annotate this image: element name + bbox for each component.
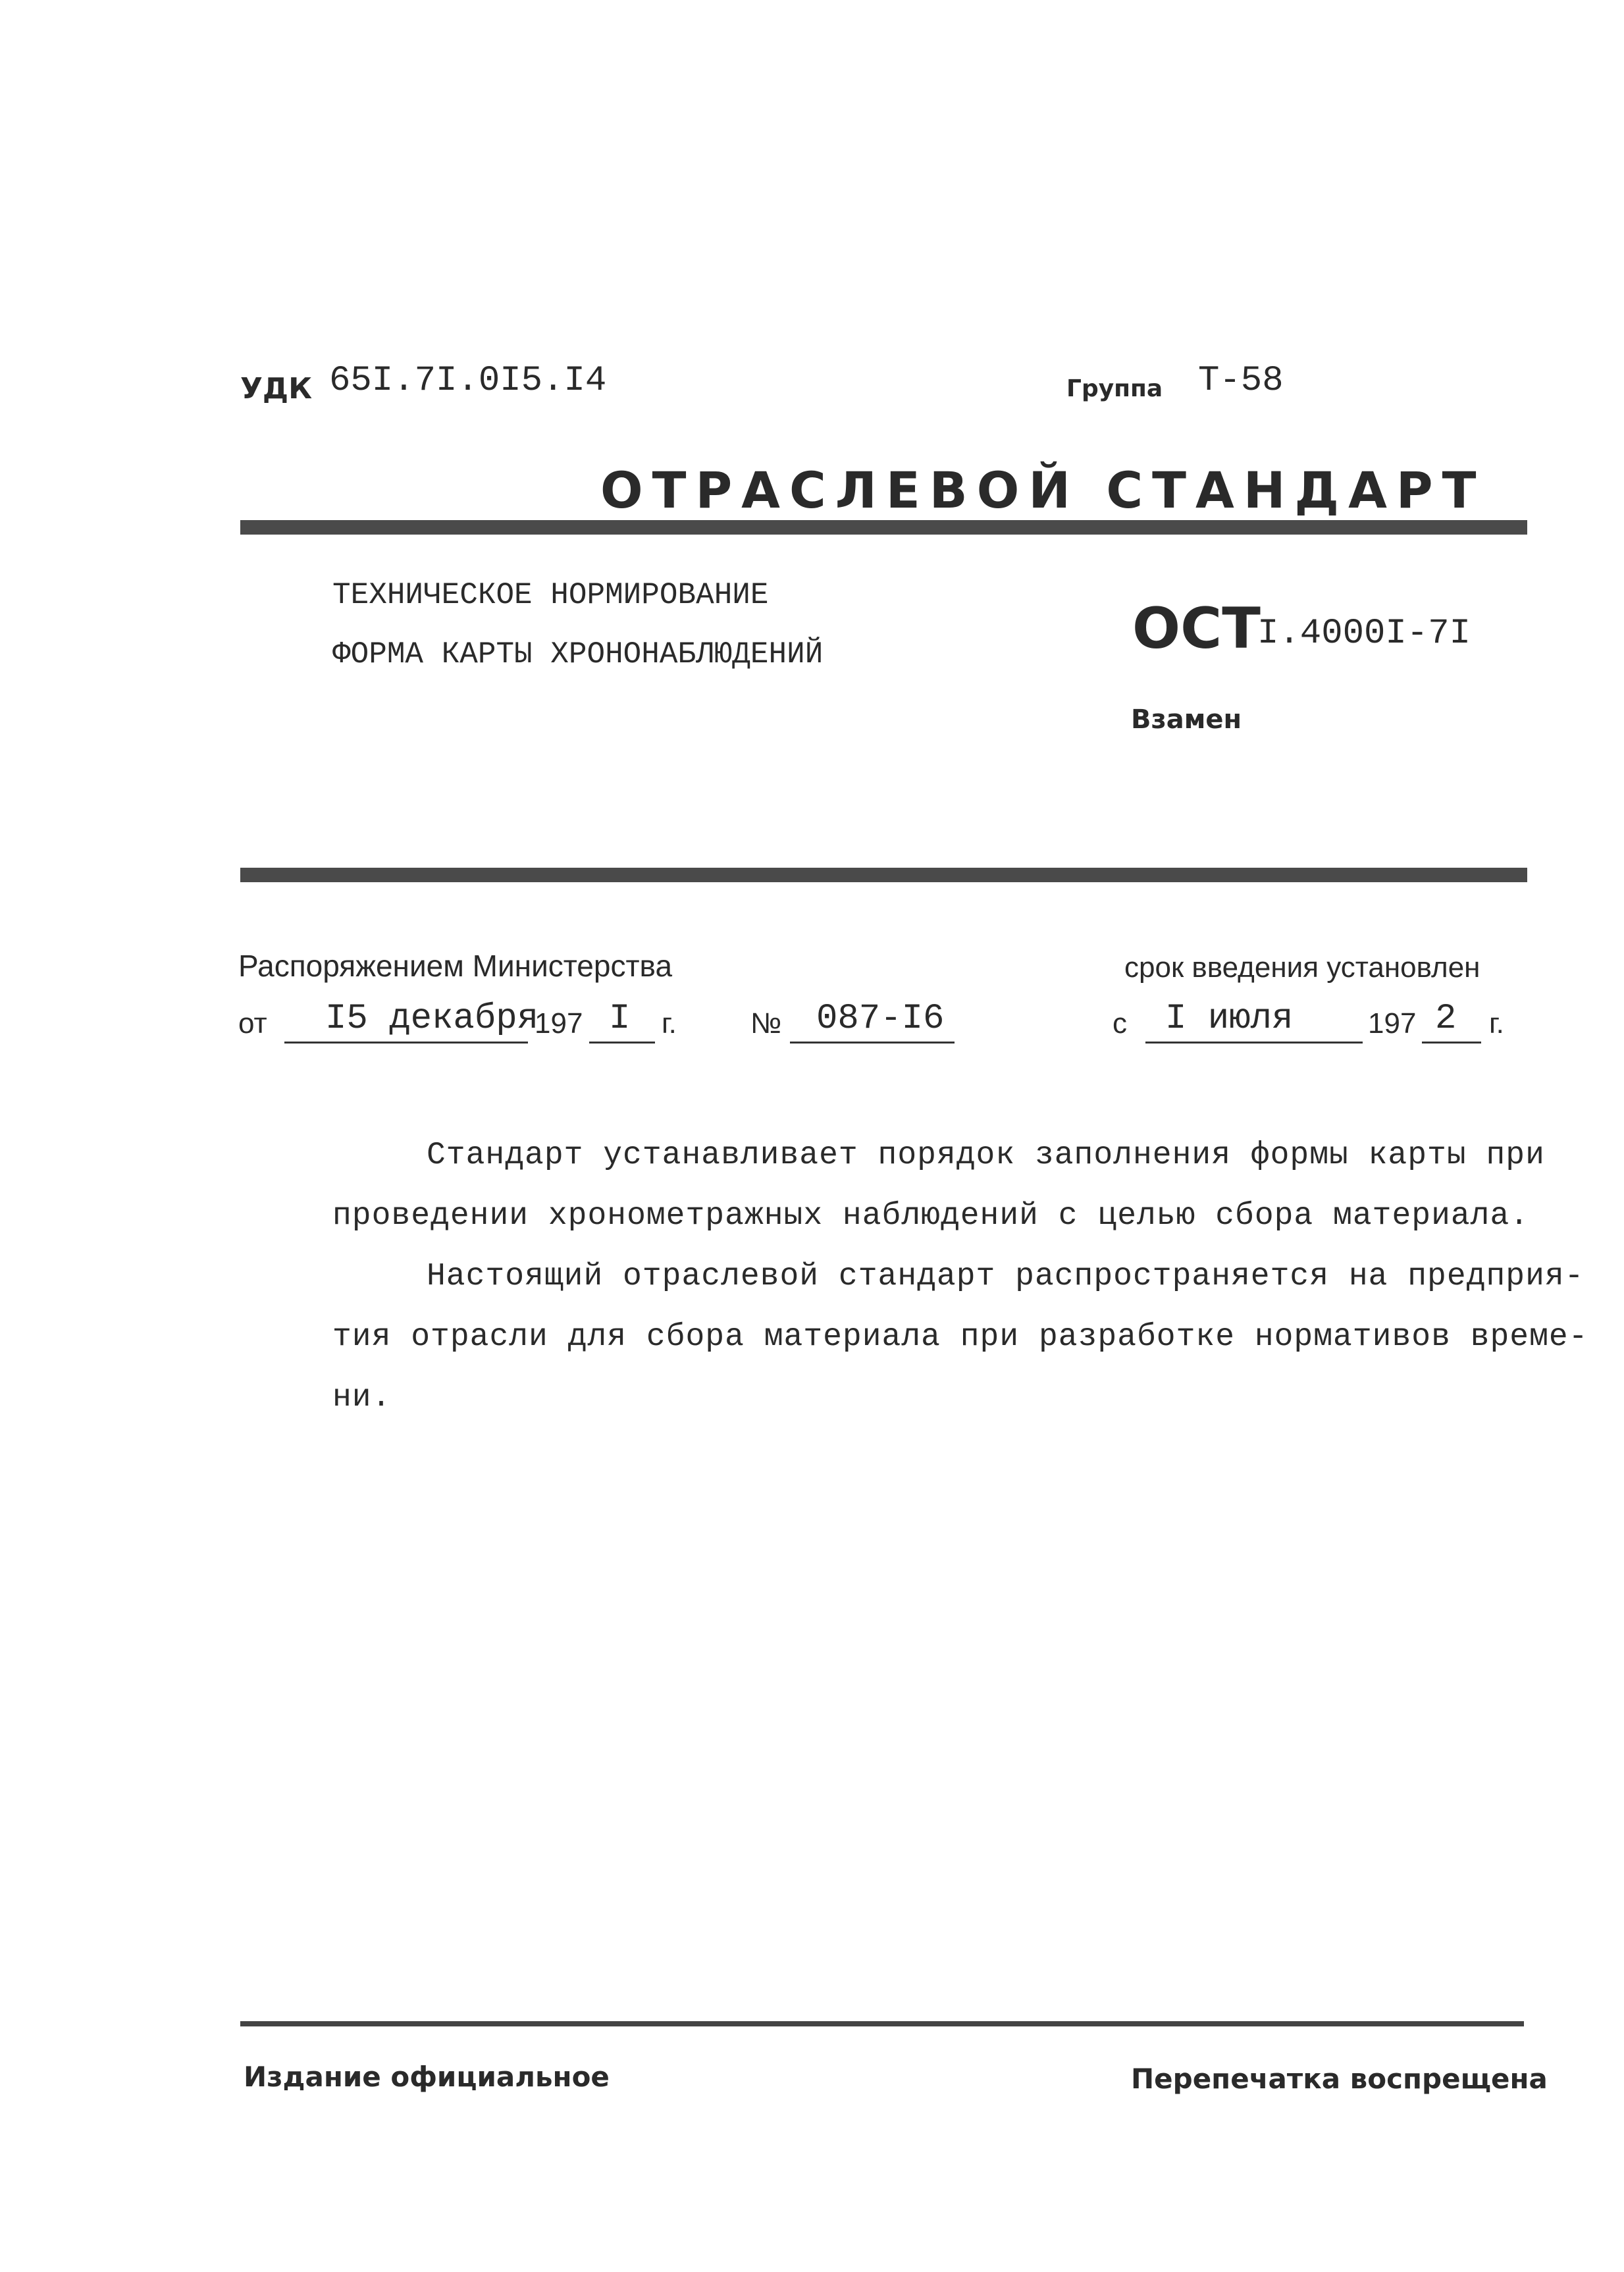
order-label: Распоряжением Министерства (238, 949, 673, 983)
title-rule (240, 520, 1527, 535)
ost-label: ОСТ (1132, 596, 1261, 662)
section-rule (240, 868, 1527, 882)
paragraph-1-line-2: проведении хронометражных наблюдений с целью сбора материала. (332, 1198, 1530, 1234)
order-number: 087-I6 (816, 999, 945, 1039)
effective-from-label: с (1113, 1007, 1127, 1040)
order-from-label: от (238, 1007, 267, 1040)
group-value: Т-58 (1198, 361, 1284, 401)
paragraph-2-line-1: Настоящий отраслевой стандарт распространяется на предприя- (427, 1259, 1585, 1294)
paragraph-2-line-3: ни. (332, 1380, 392, 1415)
paragraph-1-line-1: Стандарт устанавливает порядок заполнения формы карты при (427, 1138, 1545, 1173)
order-year-prefix: 197 (535, 1007, 583, 1040)
subject-line-1: ТЕХНИЧЕСКОЕ НОРМИРОВАНИЕ (332, 578, 769, 612)
effective-year-prefix: 197 (1368, 1007, 1417, 1040)
effective-date-field (1145, 1001, 1363, 1044)
effective-year-suffix: г. (1489, 1007, 1504, 1040)
udk-value: 65I.7I.0I5.I4 (329, 361, 607, 401)
effective-label: срок введения установлен (1124, 951, 1480, 984)
order-year-digit: I (609, 999, 631, 1039)
effective-year-field (1422, 1001, 1481, 1044)
reprint-prohibited-label: Перепечатка воспрещена (1131, 2063, 1548, 2095)
order-year-field (589, 1001, 655, 1044)
standard-title: ОТРАСЛЕВОЙ СТАНДАРТ (600, 461, 1486, 519)
order-date-field (284, 999, 539, 1044)
ost-number: I.4000I-7I (1257, 614, 1471, 654)
paragraph-2-line-2: тия отрасли для сбора материала при разработке нормативов време- (332, 1319, 1588, 1355)
footer-rule (240, 2021, 1524, 2026)
group-label: Группа (1066, 375, 1163, 402)
udk-label: УДК (240, 372, 313, 406)
effective-year-digit: 2 (1435, 999, 1457, 1039)
order-number-field (790, 1001, 955, 1044)
subject-line-2: ФОРМА КАРТЫ ХРОНОНАБЛЮДЕНИЙ (332, 637, 824, 672)
order-year-suffix: г. (662, 1007, 677, 1040)
replaces-label: Взамен (1131, 704, 1242, 735)
order-day-month: I5 декабря (325, 999, 539, 1039)
effective-day-month: I июля (1165, 999, 1294, 1039)
official-edition-label: Издание официальное (244, 2061, 610, 2093)
order-no-label: № (750, 1007, 782, 1040)
